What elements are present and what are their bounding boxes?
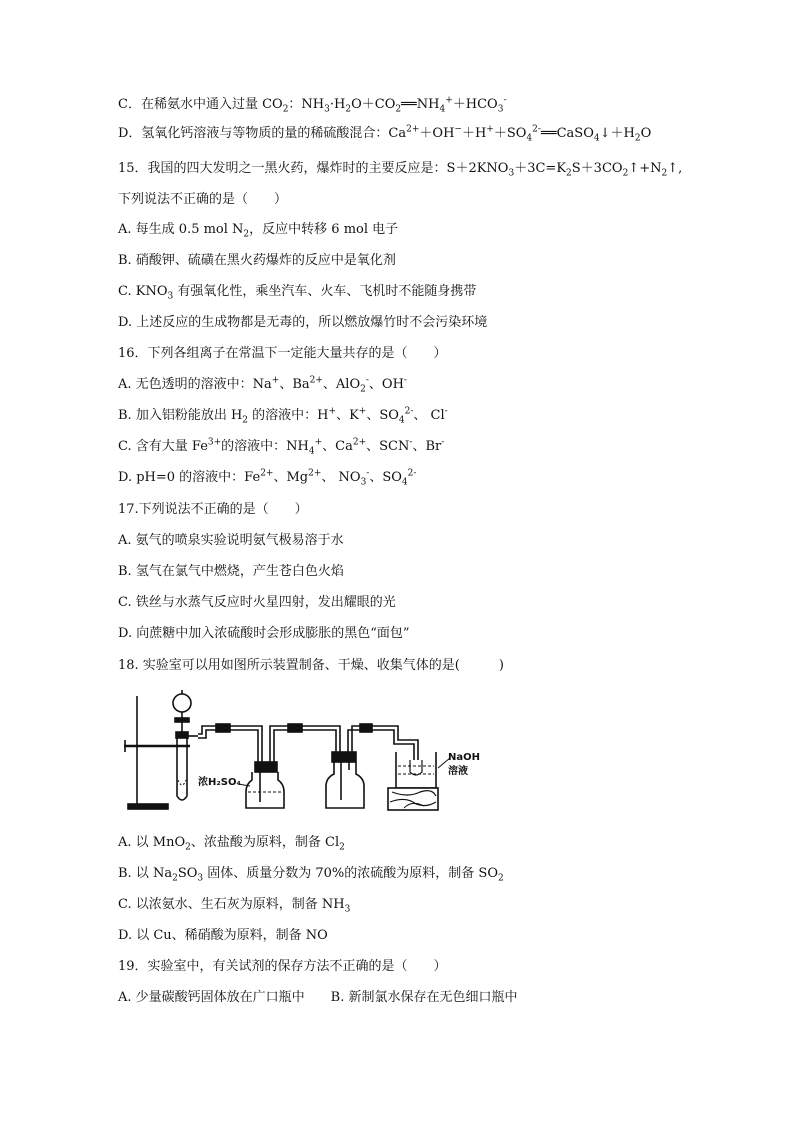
text-run: ＋SO <box>493 126 527 141</box>
subscript: 3 <box>197 873 204 884</box>
superscript: - <box>366 468 370 479</box>
text-run: 、SO <box>366 408 399 423</box>
superscript: 2+ <box>308 468 322 479</box>
text-line-q18-c <box>118 896 734 914</box>
superscript: 2- <box>404 406 414 417</box>
subscript: 4 <box>401 477 408 488</box>
subscript: 2 <box>172 873 178 884</box>
text-line-q17-a <box>118 532 734 550</box>
text-line-q18-a <box>118 834 734 852</box>
text-run: 15．我国的四大发明之一黑火药，爆炸时的主要反应是：S＋2KNO <box>118 161 509 176</box>
iron-stand <box>124 696 190 809</box>
text-run: A. 以 MnO <box>118 835 186 850</box>
text-run: D．氢氧化钙溶液与等物质的量的稀硫酸混合：Ca <box>118 126 407 141</box>
subscript: 2 <box>634 133 641 144</box>
superscript: + <box>328 406 337 417</box>
text-run: 、Ca <box>322 439 353 454</box>
text-line-q15-stem <box>118 160 734 178</box>
text-run: 16．下列各组离子在常温下一定能大量共存的是（ ） <box>118 346 447 361</box>
text-line-q16-b <box>118 407 734 425</box>
text-run: ·H <box>329 97 346 112</box>
text-run: 、OH <box>368 377 404 392</box>
text-run: 、AlO <box>322 377 361 392</box>
text-run: 、Br <box>412 439 442 454</box>
text-line-q14-c <box>118 96 734 114</box>
delivery-tubes <box>198 724 418 770</box>
text-run: ↑, <box>667 161 683 176</box>
superscript: - <box>444 406 448 417</box>
subscript: 2 <box>339 842 345 853</box>
text-line-q14-d <box>118 125 734 143</box>
subscript: 4 <box>398 415 405 426</box>
text-line-q17-d <box>118 625 734 643</box>
text-line-q19-stem <box>118 958 734 976</box>
subscript: 2 <box>282 104 289 115</box>
text-run: ＋H <box>461 126 487 141</box>
superscript: 2- <box>407 468 417 479</box>
text-run: C. KNO <box>118 284 168 299</box>
text-run: B. 以 Na <box>118 866 173 881</box>
text-run: C. 铁丝与水蒸气反应时火星四射，发出耀眼的光 <box>118 595 396 610</box>
superscript: 2+ <box>406 124 420 135</box>
text-line-q18-d <box>118 927 734 945</box>
superscript: - <box>503 95 507 106</box>
text-run: A. 少量碳酸钙固体放在广口瓶中 B. 新制氯水保存在无色细口瓶中 <box>118 990 518 1005</box>
superscript: + <box>271 375 280 386</box>
text-run: 、SCN <box>366 439 410 454</box>
text-run: C．在稀氨水中通入过量 CO <box>118 97 283 112</box>
text-line-q15-a <box>118 221 734 239</box>
subscript: 2 <box>360 384 366 395</box>
text-run: ══NH <box>401 97 440 112</box>
subscript: 2 <box>661 168 668 179</box>
text-run: 、SO <box>369 470 402 485</box>
subscript: 3 <box>167 291 174 302</box>
text-line-q19-ab <box>118 989 734 1007</box>
subscript: 2 <box>345 104 352 115</box>
text-line-q15-d <box>118 314 734 332</box>
text-run: ↓＋H <box>599 126 635 141</box>
subscript: 4 <box>439 104 446 115</box>
superscript: + <box>314 437 323 448</box>
label-conc-sulfuric-acid: 浓H₂SO₄ <box>198 777 241 788</box>
text-run: 、K <box>336 408 359 423</box>
text-run: ：NH <box>288 97 325 112</box>
text-line-q15-b <box>118 252 734 270</box>
text-run: D. pH=0 的溶液中：Fe <box>118 470 261 485</box>
superscript: 2+ <box>309 375 323 386</box>
text-line-q15-stem2 <box>118 191 734 209</box>
collecting-bottle <box>326 752 364 808</box>
text-run: O＋CO <box>351 97 396 112</box>
text-run: ↑+N <box>628 161 662 176</box>
subscript: 3 <box>344 904 351 915</box>
text-run: S＋3CO <box>571 161 623 176</box>
text-run: A. 无色透明的溶液中：Na <box>118 377 272 392</box>
text-run: 18. 实验室可以用如图所示装置制备、干燥、收集气体的是( ) <box>118 658 504 673</box>
naoh-beaker <box>396 752 450 788</box>
superscript: + <box>486 124 494 135</box>
text-run: 固体、质量分数为 70%的浓硫酸为原料，制备 SO <box>203 866 498 881</box>
wooden-block <box>388 788 438 810</box>
text-run: D. 向蔗糖中加入浓硫酸时会形成膨胀的黑色“面包” <box>118 626 410 641</box>
text-line-q16-d <box>118 469 734 487</box>
superscript: - <box>441 437 445 448</box>
subscript: 4 <box>526 133 533 144</box>
subscript: 2 <box>242 415 249 426</box>
text-run: 的溶液中：NH <box>221 439 309 454</box>
subscript: 3 <box>360 477 367 488</box>
label-naoh: NaOH <box>448 752 480 763</box>
text-run: 有强氧化性，乘坐汽车、火车、飞机时不能随身携带 <box>173 284 477 299</box>
text-run: 19．实验室中，有关试剂的保存方法不正确的是（ ） <box>118 959 447 974</box>
text-run: 、Mg <box>273 470 309 485</box>
text-line-q16-c <box>118 438 734 456</box>
text-run: 、浓盐酸为原料，制备 Cl <box>190 835 340 850</box>
text-line-q16-stem <box>118 345 734 363</box>
text-run: D. 以 Cu、稀硝酸为原料，制备 NO <box>118 928 328 943</box>
superscript: 2+ <box>260 468 274 479</box>
test-tube <box>176 732 198 800</box>
superscript: - <box>409 437 413 448</box>
text-run: ＋HCO <box>452 97 498 112</box>
superscript: + <box>358 406 367 417</box>
text-line-q17-c <box>118 594 734 612</box>
superscript: 3+ <box>207 437 222 448</box>
subscript: 3 <box>508 168 515 179</box>
text-run: O <box>640 126 652 141</box>
text-run: 的溶液中：H <box>248 408 329 423</box>
text-run: 17.下列说法不正确的是（ ） <box>118 502 308 517</box>
drying-bottle <box>246 762 284 808</box>
superscript: - <box>365 375 369 386</box>
superscript: 2+ <box>352 437 367 448</box>
text-run: ，反应中转移 6 mol 电子 <box>249 222 399 237</box>
superscript: − <box>454 124 462 135</box>
subscript: 3 <box>497 104 504 115</box>
gas-apparatus-diagram <box>120 688 480 813</box>
text-run: 、 Cl <box>413 408 445 423</box>
text-run: SO <box>177 866 198 881</box>
text-run: A. 每生成 0.5 mol N <box>118 222 244 237</box>
subscript: 2 <box>395 104 402 115</box>
text-run: D. 上述反应的生成物都是无毒的，所以燃放爆竹时不会污染环境 <box>118 315 488 330</box>
superscript: - <box>403 375 407 386</box>
text-line-q18-b <box>118 865 734 883</box>
text-line-q17-stem <box>118 501 734 519</box>
text-run: B. 加入铝粉能放出 H <box>118 408 243 423</box>
text-line-q16-a <box>118 376 734 394</box>
subscript: 2 <box>185 842 191 853</box>
text-run: ＋OH <box>419 126 455 141</box>
subscript: 3 <box>324 104 330 115</box>
text-run: A. 氨气的喷泉实验说明氨气极易溶于水 <box>118 533 344 548</box>
label-solution: 溶液 <box>448 766 468 777</box>
subscript: 2 <box>566 168 572 179</box>
subscript: 2 <box>622 168 629 179</box>
subscript: 2 <box>243 229 250 240</box>
subscript: 2 <box>497 873 504 884</box>
text-run: B. 氢气在氯气中燃烧，产生苍白色火焰 <box>118 564 344 579</box>
text-run: ＋3C=K <box>514 161 567 176</box>
subscript: 4 <box>593 133 600 144</box>
subscript: 4 <box>308 446 315 457</box>
text-line-q18-stem <box>118 657 734 675</box>
separatory-funnel <box>173 690 191 738</box>
text-run: 、 NO <box>321 470 361 485</box>
text-run: C. 含有大量 Fe <box>118 439 208 454</box>
text-run: 、Ba <box>279 377 310 392</box>
text-line-q15-c <box>118 283 734 301</box>
text-run: C. 以浓氨水、生石灰为原料，制备 NH <box>118 897 345 912</box>
text-run: ══CaSO <box>540 126 594 141</box>
text-run: B. 硝酸钾、硫磺在黑火药爆炸的反应中是氧化剂 <box>118 253 396 268</box>
text-run: 下列说法不正确的是（ ） <box>118 192 288 207</box>
superscript: 2- <box>532 124 541 135</box>
text-line-q17-b <box>118 563 734 581</box>
superscript: + <box>445 95 453 106</box>
